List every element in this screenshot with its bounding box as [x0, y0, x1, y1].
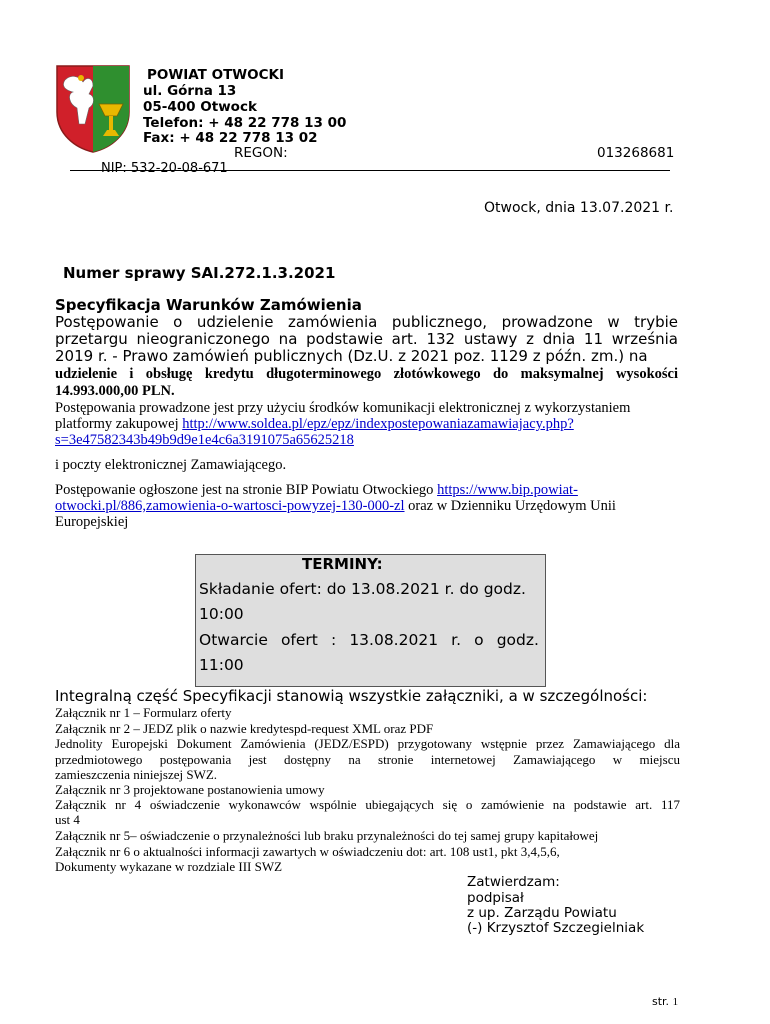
attachment-item: ust 4	[55, 812, 80, 827]
email-line: i poczty elektronicznej Zamawiającego.	[55, 457, 287, 473]
approval-signatory: (-) Krzysztof Szczegielniak	[467, 920, 645, 936]
terms-opening-colon: :	[330, 631, 337, 649]
attachment-item: Załącznik nr 5– oświadczenie o przynależności lub braku przynależności do tej samej grupy kapitałowej	[55, 828, 599, 843]
spec-intro-line-1: Postępowanie o udzielenie zamówienia publicznego, prowadzone w trybie	[55, 313, 678, 331]
bip-link[interactable]: https://www.bip.powiat-	[437, 482, 578, 498]
case-number: Numer sprawy SAI.272.1.3.2021	[63, 264, 336, 282]
spec-title: Specyfikacja Warunków Zamówienia	[55, 296, 362, 314]
spec-subject-line-2: 14.993.000,00 PLN.	[55, 383, 175, 399]
terms-submission: Składanie ofert: do 13.08.2021 r. do godz.	[199, 580, 526, 598]
terms-opening-r: r.	[451, 631, 462, 649]
platform-line-2	[55, 416, 574, 433]
attachment-item: przedmiotowego postępowania jest dostępny na stronie internetowej Zamawiającego w miejscu	[55, 752, 680, 767]
terms-opening-date: 13.08.2021	[349, 631, 439, 649]
terms-opening-word-1: Otwarcie	[199, 631, 268, 649]
terms-box	[195, 554, 546, 687]
approval-label: Zatwierdzam:	[467, 874, 560, 890]
terms-opening-time: 11:00	[199, 656, 244, 674]
page-number	[652, 995, 678, 1008]
org-phone: Telefon: + 48 22 778 13 00	[143, 115, 347, 131]
terms-opening-godz: godz.	[496, 631, 539, 649]
nip-number: NIP: 532-20-08-671	[101, 161, 228, 176]
attachment-item: Jednolity Europejski Dokument Zamówienia (JEDZ/ESPD) przygotowany wstępnie przez Zamawiającego dla	[55, 736, 680, 751]
org-name: POWIAT OTWOCKI	[147, 67, 285, 83]
terms-opening-word-2: ofert	[280, 631, 318, 649]
attachment-item: Załącznik nr 3 projektowane postanowienia umowy	[55, 782, 325, 797]
org-fax: Fax: + 48 22 778 13 02	[143, 130, 318, 146]
bip-line-1	[55, 482, 578, 499]
bip-link-continued[interactable]: otwocki.pl/886,zamowienia-o-wartosci-powyzej-130-000-zl	[55, 498, 405, 514]
terms-opening	[199, 631, 539, 649]
regon-value: 013268681	[597, 145, 675, 161]
page-label: str.	[652, 995, 673, 1008]
bip-line-2	[55, 498, 616, 515]
date-line: Otwock, dnia 13.07.2021 r.	[484, 200, 674, 216]
spec-intro-line-2: przetargu nieograniczonego na podstawie art. 132 ustawy z dnia 11 września	[55, 330, 678, 348]
header-divider	[70, 170, 670, 171]
powiat-coat-of-arms-logo	[55, 64, 131, 154]
attachment-item: Załącznik nr 4 oświadczenie wykonawców wspólnie ubiegających się o zamówienie na podstawie art. 117	[55, 797, 680, 812]
platform-line-1: Postępowania prowadzone jest przy użyciu środków komunikacji elektronicznej z wykorzystaniem	[55, 400, 631, 416]
terms-opening-o: o	[474, 631, 484, 649]
bip-line-3: Europejskiej	[55, 514, 129, 530]
terms-submission-time: 10:00	[199, 605, 244, 623]
attachment-item: Załącznik nr 1 – Formularz oferty	[55, 705, 232, 720]
regon-label: REGON:	[234, 145, 288, 161]
attachment-item: Załącznik nr 6 o aktualności informacji zawartych w oświadczeniu dot: art. 108 ust1, pkt 3,4,5,6,	[55, 844, 560, 859]
attachment-item: Załącznik nr 2 – JEDZ plik o nazwie kredytespd-request XML oraz PDF	[55, 721, 434, 736]
platform-line-3	[55, 432, 354, 449]
platform-link-continued[interactable]: s=3e47582343b49b9d9e1e4c6a3191075a65625218	[55, 432, 354, 448]
bip-suffix: oraz w Dzienniku Urzędowym Unii	[404, 498, 616, 514]
attachment-item: Dokumenty wykazane w rozdziale III SWZ	[55, 859, 283, 874]
spec-intro-line-3: 2019 r. - Prawo zamówień publicznych (Dz.U. z 2021 poz. 1129 z późn. zm.) na	[55, 347, 648, 365]
approval-signed: podpisał	[467, 890, 524, 906]
attachment-item: zamieszczenia niniejszej SWZ.	[55, 767, 218, 782]
org-city: 05-400 Otwock	[143, 99, 257, 115]
approval-on-behalf: z up. Zarządu Powiatu	[467, 905, 617, 921]
platform-link[interactable]: http://www.soldea.pl/epz/epz/indexpostepowaniazamawiajacy.php?	[182, 416, 574, 432]
org-street: ul. Górna 13	[143, 83, 237, 99]
terms-title: TERMINY:	[302, 555, 383, 573]
spec-subject-line-1: udzielenie i obsługę kredytu długoterminowego złotówkowego do maksymalnej wysokości	[55, 366, 678, 382]
bip-prefix: Postępowanie ogłoszone jest na stronie BIP Powiatu Otwockiego	[55, 482, 438, 498]
attachments-heading: Integralną część Specyfikacji stanowią wszystkie załączniki, a w szczególności:	[55, 687, 648, 705]
platform-prefix: platformy zakupowej	[55, 416, 183, 432]
page-number-value: 1	[672, 996, 679, 1008]
